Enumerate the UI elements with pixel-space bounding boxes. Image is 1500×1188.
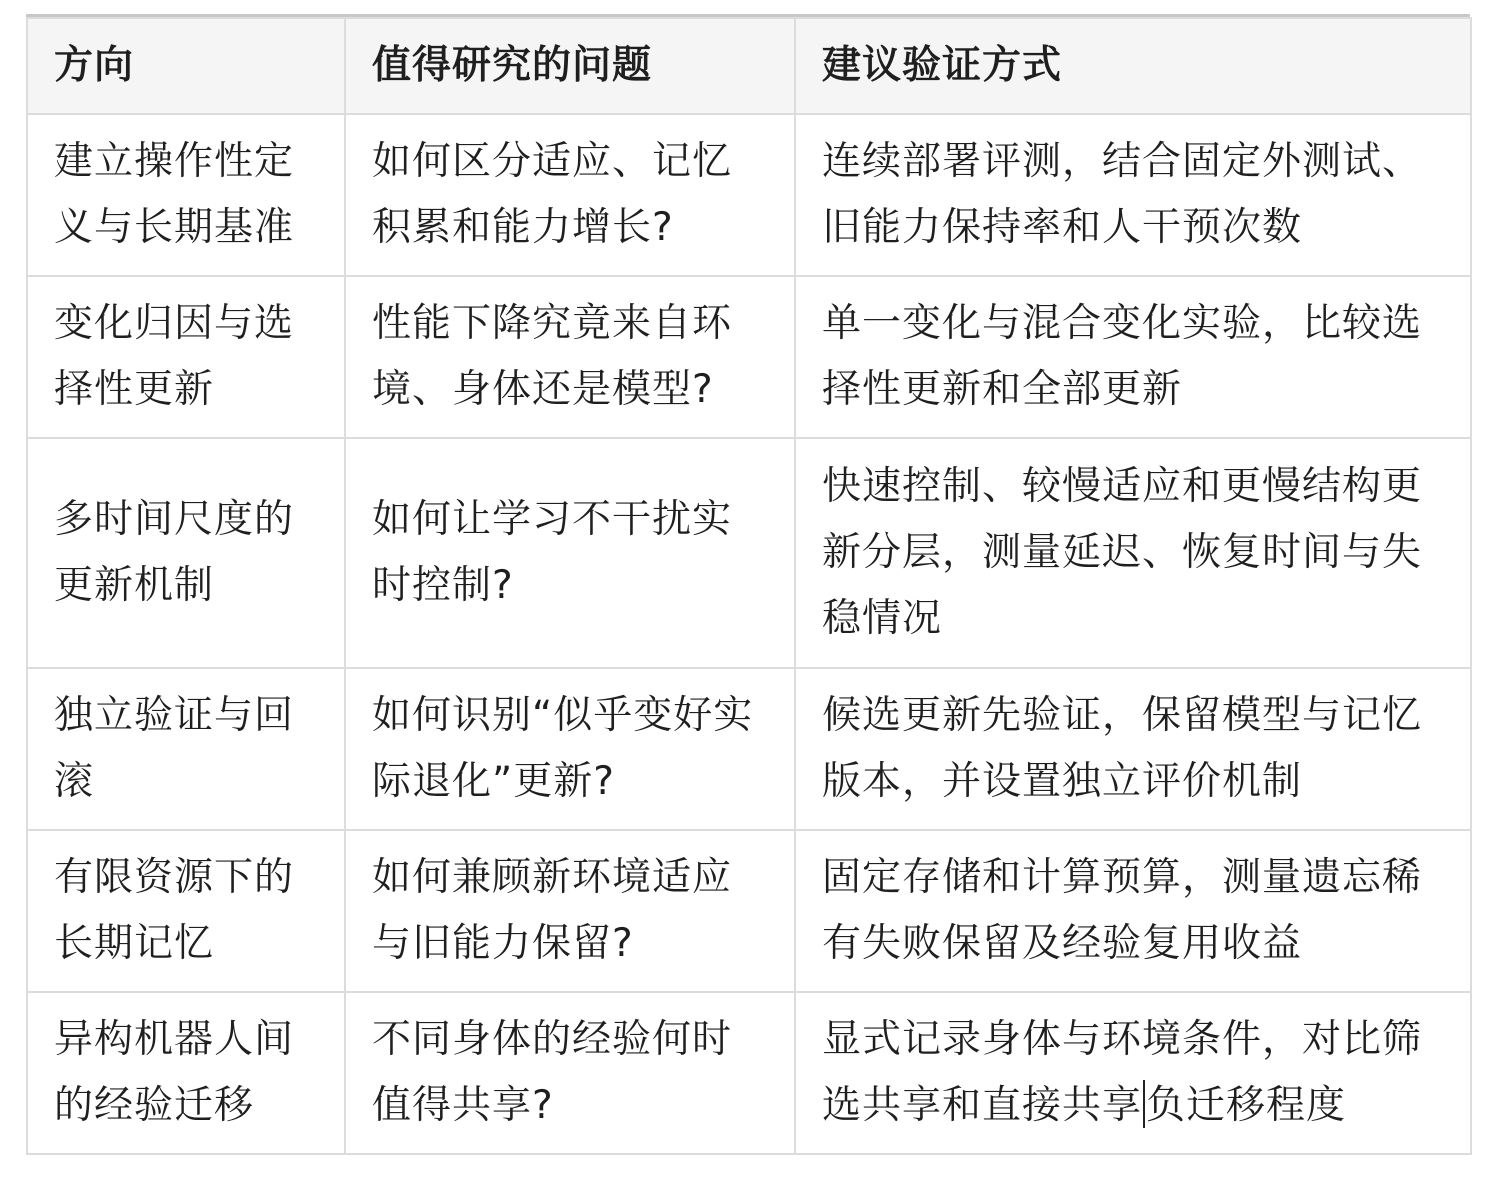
header-direction: 方向 [27, 18, 345, 114]
cell-question: 如何兼顾新环境适应与旧能力保留? [345, 830, 795, 992]
cell-method[interactable] [795, 992, 1471, 1154]
cell-question: 性能下降究竟来自环境、身体还是模型? [345, 276, 795, 438]
research-table-container [26, 14, 1470, 1155]
cell-method-text-before-caret: 显式记录身体与环境条件，对比筛选共享和直接共享 [822, 1017, 1423, 1128]
cell-method: 固定存储和计算预算，测量遗忘稀有失败保留及经验复用收益 [795, 830, 1471, 992]
cell-direction: 建立操作性定义与长期基准 [27, 114, 345, 276]
cell-method: 候选更新先验证，保留模型与记忆版本，并设置独立评价机制 [795, 668, 1471, 830]
table-row [27, 992, 1471, 1154]
cell-direction: 有限资源下的长期记忆 [27, 830, 345, 992]
cell-direction: 独立验证与回滚 [27, 668, 345, 830]
table-row [27, 114, 1471, 276]
cell-method: 连续部署评测，结合固定外测试、旧能力保持率和人干预次数 [795, 114, 1471, 276]
cell-question: 不同身体的经验何时值得共享? [345, 992, 795, 1154]
table-row [27, 830, 1471, 992]
table-row [27, 668, 1471, 830]
header-method: 建议验证方式 [795, 18, 1471, 114]
text-cursor [1143, 1080, 1145, 1128]
table-row [27, 276, 1471, 438]
header-question: 值得研究的问题 [345, 18, 795, 114]
cell-direction: 多时间尺度的更新机制 [27, 438, 345, 668]
cell-question: 如何让学习不干扰实时控制? [345, 438, 795, 668]
cell-direction: 变化归因与选择性更新 [27, 276, 345, 438]
research-directions-table [26, 17, 1472, 1155]
table-header-row [27, 18, 1471, 114]
cell-method-text-after-caret: 负迁移程度 [1146, 1083, 1347, 1128]
cell-direction: 异构机器人间的经验迁移 [27, 992, 345, 1154]
table-row [27, 438, 1471, 668]
cell-question: 如何识别“似乎变好实际退化”更新? [345, 668, 795, 830]
cell-method: 单一变化与混合变化实验，比较选择性更新和全部更新 [795, 276, 1471, 438]
cell-question: 如何区分适应、记忆积累和能力增长? [345, 114, 795, 276]
cell-method: 快速控制、较慢适应和更慢结构更新分层，测量延迟、恢复时间与失稳情况 [795, 438, 1471, 668]
